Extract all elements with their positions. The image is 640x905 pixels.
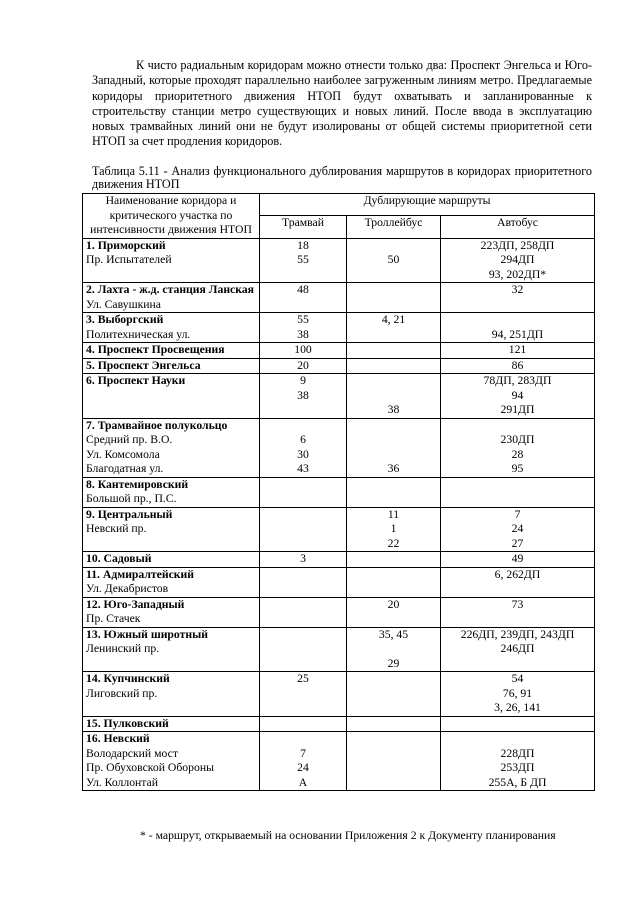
trolley-routes-cell [347, 716, 441, 732]
trolley-routes-cell [347, 627, 441, 672]
bus-route: 76, 91 [502, 686, 533, 700]
corridor-title: 16. Невский [86, 732, 150, 745]
bus-route: 54 [511, 672, 524, 685]
bus-route: 294ДП [500, 253, 535, 266]
corridor-name-cell [83, 716, 260, 732]
bus-routes-cell [441, 313, 595, 343]
tram-route: 43 [297, 462, 309, 475]
table-row [83, 567, 595, 597]
bus-routes-cell [441, 672, 595, 717]
tram-routes-cell [260, 716, 347, 732]
tram-routes-cell [260, 627, 347, 672]
corridor-name-cell [83, 552, 260, 568]
tram-route: 6 [300, 433, 306, 446]
corridor-title: 5. Проспект Энгельса [86, 358, 201, 372]
tram-route: 30 [297, 447, 309, 461]
bus-route: 94 [511, 388, 524, 402]
tram-route: 48 [297, 283, 309, 296]
bus-route: 7 [514, 507, 521, 521]
table-body [83, 238, 595, 791]
bus-route: 121 [508, 343, 527, 356]
trolley-route: 22 [387, 536, 400, 550]
bus-route: 32 [511, 283, 524, 296]
corridor-name-cell [83, 313, 260, 343]
trolley-routes-cell [347, 507, 441, 552]
bus-route: 246ДП [500, 642, 535, 655]
trolley-route: 36 [387, 462, 400, 475]
trolley-routes-cell [347, 358, 441, 374]
corridor-title: 4. Проспект Просвещения [86, 343, 225, 356]
corridor-name-cell [83, 507, 260, 552]
tram-routes-cell [260, 283, 347, 313]
header-trolley: Троллейбус [347, 216, 441, 238]
tram-route: 38 [297, 327, 309, 341]
bus-route: 253ДП [500, 761, 535, 774]
bus-routes-cell [441, 716, 595, 732]
empty-line [350, 433, 437, 448]
corridor-title: 7. Трамвайное полукольцо [86, 418, 228, 432]
bus-route: 228ДП [500, 746, 535, 760]
tram-routes-cell [260, 477, 347, 507]
corridor-title: 11. Адмиралтейский [86, 567, 194, 581]
corridor-name-cell [83, 672, 260, 717]
bus-route: 24 [511, 522, 524, 535]
corridor-name-cell [83, 567, 260, 597]
bus-routes-cell [441, 238, 595, 283]
critical-section: Ул. Декабристов [86, 582, 169, 595]
trolley-route: 35, 45 [378, 627, 409, 641]
tram-routes-cell [260, 567, 347, 597]
tram-route: 3 [300, 552, 306, 565]
table-row [83, 732, 595, 791]
tram-routes-cell [260, 358, 347, 374]
trolley-routes-cell [347, 597, 441, 627]
table-row [83, 477, 595, 507]
bus-route: 226ДП, 239ДП, 243ДП [460, 627, 575, 641]
trolley-routes-cell [347, 552, 441, 568]
trolley-routes-cell [347, 343, 441, 359]
table-row [83, 597, 595, 627]
empty-line [350, 389, 437, 404]
tram-route: 25 [297, 672, 309, 685]
critical-section: Невский пр. [86, 522, 147, 535]
bus-route: 291ДП [500, 403, 535, 416]
corridor-title: 13. Южный широтный [86, 627, 208, 641]
tram-route: 55 [297, 313, 309, 326]
bus-route: 223ДП, 258ДП [480, 238, 555, 252]
corridor-title: 8. Кантемировский [86, 477, 189, 491]
trolley-routes-cell [347, 238, 441, 283]
tram-route: 100 [294, 343, 312, 356]
empty-line [350, 419, 437, 434]
bus-routes-cell [441, 343, 595, 359]
critical-section: Пр. Стачек [86, 612, 141, 625]
table-row [83, 672, 595, 717]
empty-line [350, 374, 437, 389]
bus-route: 28 [511, 447, 524, 461]
tram-routes-cell [260, 313, 347, 343]
trolley-route: 50 [387, 253, 400, 266]
table-row [83, 507, 595, 552]
tram-routes-cell [260, 374, 347, 419]
corridor-title: 1. Приморский [86, 238, 166, 252]
empty-line [350, 239, 437, 254]
critical-section: Благодатная ул. [86, 462, 164, 475]
tram-routes-cell [260, 238, 347, 283]
trolley-route: 4, 21 [381, 313, 406, 326]
corridor-name-cell [83, 477, 260, 507]
header-name: Наименование коридора и критического участка по интенсивности движения НТОП [83, 194, 260, 239]
corridor-name-cell [83, 418, 260, 477]
table-row [83, 716, 595, 732]
table-row [83, 343, 595, 359]
tram-route: 9 [300, 374, 306, 387]
corridor-name-cell [83, 732, 260, 791]
tram-route: А [298, 775, 308, 789]
bus-route: 73 [511, 597, 524, 611]
empty-line [444, 313, 591, 328]
header-group: Дублирующие маршруты [260, 194, 595, 216]
empty-line [263, 732, 343, 747]
bus-routes-cell [441, 283, 595, 313]
critical-section: Пр. Испытателей [86, 253, 172, 266]
tram-route: 55 [297, 253, 309, 266]
trolley-route: 11 [387, 507, 400, 521]
empty-line [444, 419, 591, 434]
table-row [83, 283, 595, 313]
bus-route: 95 [511, 462, 524, 475]
table-row [83, 358, 595, 374]
tram-routes-cell [260, 552, 347, 568]
corridor-title: 6. Проспект Науки [86, 374, 186, 387]
trolley-routes-cell [347, 567, 441, 597]
corridor-title: 14. Купчинский [86, 672, 170, 685]
critical-section: Ул. Комсомола [86, 447, 160, 461]
trolley-routes-cell [347, 283, 441, 313]
critical-section: Ленинский пр. [86, 642, 160, 655]
tram-route: 18 [297, 238, 309, 252]
bus-routes-cell [441, 552, 595, 568]
bus-routes-cell [441, 507, 595, 552]
bus-route: 230ДП [500, 433, 535, 446]
header-tram: Трамвай [260, 216, 347, 238]
table-row [83, 313, 595, 343]
critical-section: Средний пр. В.О. [86, 433, 173, 446]
bus-route: 3, 26, 141 [494, 701, 541, 714]
critical-section: Володарский мост [86, 746, 178, 760]
corridor-title: 10. Садовый [86, 552, 152, 565]
corridor-name-cell [83, 238, 260, 283]
corridor-title: 3. Выборгский [86, 313, 164, 326]
table-row [83, 418, 595, 477]
trolley-routes-cell [347, 374, 441, 419]
corridor-title: 12. Юго-Западный [86, 597, 185, 611]
tram-route: 24 [297, 761, 309, 774]
bus-route: 86 [511, 358, 524, 372]
tram-route: 7 [300, 746, 306, 760]
tram-routes-cell [260, 732, 347, 791]
tram-routes-cell [260, 597, 347, 627]
corridor-name-cell [83, 627, 260, 672]
bus-routes-cell [441, 597, 595, 627]
bus-route: 93, 202ДП* [488, 267, 547, 281]
corridor-name-cell [83, 358, 260, 374]
empty-line [350, 448, 437, 463]
critical-section: Пр. Обуховской Обороны [86, 761, 214, 774]
critical-section: Большой пр., П.С. [86, 492, 177, 505]
corridor-title: 2. Лахта - ж.д. станция Ланская [86, 283, 254, 296]
trolley-routes-cell [347, 313, 441, 343]
critical-section: Политехническая ул. [86, 327, 191, 341]
trolley-route: 38 [387, 403, 400, 416]
critical-section: Лиговский пр. [86, 686, 158, 700]
bus-routes-cell [441, 477, 595, 507]
trolley-route: 29 [387, 656, 400, 670]
empty-line [263, 419, 343, 434]
bus-route: 27 [511, 536, 524, 550]
table-row [83, 238, 595, 283]
bus-routes-cell [441, 567, 595, 597]
tram-routes-cell [260, 418, 347, 477]
corridor-name-cell [83, 343, 260, 359]
empty-line [444, 732, 591, 747]
trolley-routes-cell [347, 672, 441, 717]
table-row [83, 374, 595, 419]
critical-section: Ул. Коллонтай [86, 775, 158, 789]
bus-route: 6, 262ДП [494, 567, 541, 581]
tram-route: 20 [297, 358, 309, 372]
trolley-routes-cell [347, 418, 441, 477]
tram-routes-cell [260, 507, 347, 552]
trolley-route: 20 [387, 597, 400, 611]
corridor-title: 15. Пулковский [86, 716, 169, 730]
tram-route: 38 [297, 388, 309, 402]
intro-paragraph: К чисто радиальным коридорам можно отнести только два: Проспект Энгельса и Юго-Западный, которые проходят параллельно наиболее загруженным линиям метро. Предлагаемые коридоры приоритетного движения НТОП будут охватывать и запланированные к строительству станции метро существующих и новых линий. После ввода в эксплуатацию новых трамвайных линий они не будут изолированы от общей системы приоритетной сети НТОП за счет продления коридоров. [92, 58, 592, 149]
bus-route: 49 [511, 552, 524, 565]
table-caption: Таблица 5.11 - Анализ функционального дублирования маршрутов в коридорах приоритетного движения НТОП [92, 164, 592, 191]
trolley-route: 1 [390, 522, 397, 535]
bus-routes-cell [441, 732, 595, 791]
bus-routes-cell [441, 358, 595, 374]
critical-section: Ул. Савушкина [86, 297, 161, 311]
footnote: * - маршрут, открываемый на основании Приложения 2 к Документу планирования [140, 829, 556, 842]
bus-routes-cell [441, 374, 595, 419]
tram-routes-cell [260, 672, 347, 717]
trolley-routes-cell [347, 732, 441, 791]
corridor-name-cell [83, 374, 260, 419]
routes-table [82, 193, 595, 791]
tram-routes-cell [260, 343, 347, 359]
table-row [83, 552, 595, 568]
corridor-name-cell [83, 283, 260, 313]
bus-route: 78ДП, 283ДП [483, 374, 552, 387]
table-row [83, 627, 595, 672]
empty-line [350, 642, 437, 657]
bus-route: 94, 251ДП [491, 327, 544, 341]
trolley-routes-cell [347, 477, 441, 507]
header-bus: Автобус [441, 216, 595, 238]
bus-route: 255А, Б ДП [488, 775, 547, 789]
bus-routes-cell [441, 418, 595, 477]
bus-routes-cell [441, 627, 595, 672]
corridor-name-cell [83, 597, 260, 627]
corridor-title: 9. Центральный [86, 507, 173, 521]
